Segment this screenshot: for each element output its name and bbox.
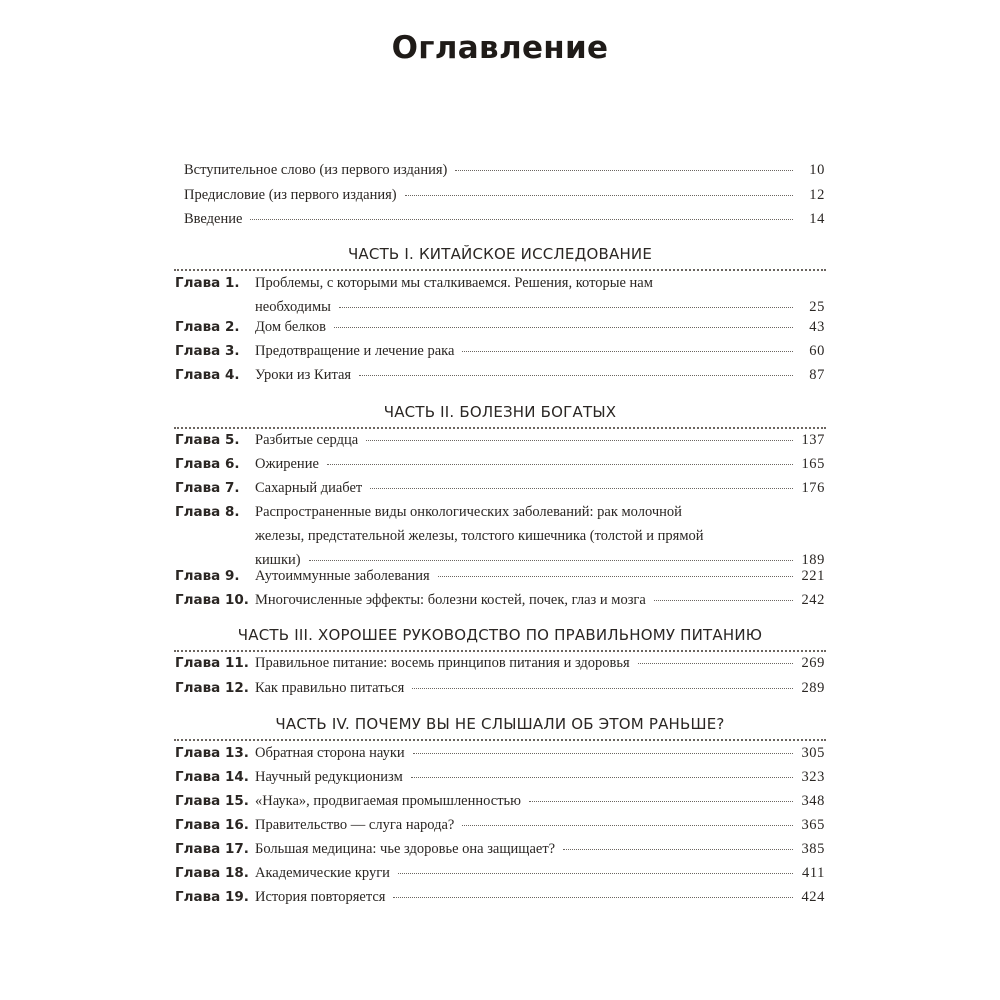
entry-title: Введение [184,211,243,227]
entry-title: История повторяется [255,889,386,905]
page-number: 14 [809,211,825,227]
toc-entry-intro-1[interactable] [0,158,1000,182]
leader-dots [412,687,793,689]
entry-title: кишки) [255,552,301,568]
entry-title: Предисловие (из первого издания) [184,187,397,203]
chapter-number: Глава 17. [175,841,249,857]
chapter-number: Глава 4. [175,367,240,383]
chapter-number: Глава 18. [175,865,249,881]
leader-dots [309,559,793,561]
entry-title: Академические круги [255,865,390,881]
leader-dots [563,848,793,850]
leader-dots [455,169,793,171]
toc-entry-intro-2[interactable] [0,183,1000,207]
entry-title: Ожирение [255,456,319,472]
leader-dots [654,599,793,601]
toc-entry-chapter-13[interactable] [0,741,1000,765]
chapter-number: Глава 12. [175,680,249,696]
entry-title: Большая медицина: чье здоровье она защищает? [255,841,556,857]
leader-dots [638,662,793,664]
page-number: 411 [801,865,825,881]
chapter-number: Глава 13. [175,745,249,761]
chapter-number: Глава 11. [175,655,249,671]
leader-dots [370,487,793,489]
entry-title-line: Проблемы, с которыми мы сталкиваемся. Решения, которые нам [255,275,653,291]
leader-dots [411,776,793,778]
entry-title: Многочисленные эффекты: болезни костей, почек, глаз и мозга [255,592,646,608]
page-number: 87 [809,367,825,383]
page-number: 165 [801,456,825,472]
part-heading-2: ЧАСТЬ II. БОЛЕЗНИ БОГАТЫХ [383,403,617,421]
chapter-number: Глава 19. [175,889,249,905]
chapter-number: Глава 14. [175,769,249,785]
page-number: 43 [809,319,825,335]
toc-entry-chapter-19[interactable] [0,885,1000,909]
toc-entry-chapter-4[interactable] [0,363,1000,387]
leader-dots [438,575,793,577]
chapter-number: Глава 8. [175,504,240,520]
entry-title: Правильное питание: восемь принципов питания и здоровья [255,655,630,671]
page-number: 424 [801,889,825,905]
toc-entry-chapter-10[interactable] [0,588,1000,612]
toc-entry-chapter-2[interactable] [0,315,1000,339]
entry-title: Научный редукционизм [255,769,403,785]
entry-title: Обратная сторона науки [255,745,405,761]
leader-dots [529,800,793,802]
toc-entry-chapter-11[interactable] [0,651,1000,675]
page-number: 189 [801,552,825,568]
leader-dots [393,896,793,898]
page-number: 176 [801,480,825,496]
entry-title: «Наука», продвигаемая промышленностью [255,793,521,809]
entry-title: Сахарный диабет [255,480,363,496]
page-number: 137 [801,432,825,448]
entry-title: Аутоиммунные заболевания [255,568,430,584]
page-number: 365 [801,817,825,833]
leader-dots [413,752,793,754]
toc-entry-chapter-14[interactable] [0,765,1000,789]
entry-title: Как правильно питаться [255,680,405,696]
page-number: 12 [809,187,825,203]
entry-title: Правительство — слуга народа? [255,817,455,833]
page-number: 289 [801,680,825,696]
leader-dots [327,463,793,465]
toc-entry-chapter-5[interactable] [0,428,1000,452]
toc-entry-chapter-16[interactable] [0,813,1000,837]
chapter-number: Глава 3. [175,343,240,359]
chapter-number: Глава 7. [175,480,240,496]
part-heading-3: ЧАСТЬ III. ХОРОШЕЕ РУКОВОДСТВО ПО ПРАВИЛЬНОМУ ПИТАНИЮ [237,626,763,644]
entry-title-line: железы, предстательной железы, толстого кишечника (толстой и прямой [255,528,704,544]
leader-dots [462,350,793,352]
toc-entry-chapter-8[interactable] [0,500,1000,568]
toc-entry-chapter-1[interactable] [0,271,1000,315]
page-title: Оглавление [391,30,609,66]
leader-dots [462,824,793,826]
page-number: 10 [809,162,825,178]
toc-entry-chapter-3[interactable] [0,339,1000,363]
toc-entry-chapter-17[interactable] [0,837,1000,861]
page-number: 385 [801,841,825,857]
chapter-number: Глава 9. [175,568,240,584]
chapter-number: Глава 2. [175,319,240,335]
chapter-number: Глава 16. [175,817,249,833]
leader-dots [359,374,793,376]
chapter-number: Глава 1. [175,275,240,291]
part-heading-1: ЧАСТЬ I. КИТАЙСКОЕ ИССЛЕДОВАНИЕ [347,245,653,263]
entry-title: Предотвращение и лечение рака [255,343,455,359]
chapter-number: Глава 10. [175,592,249,608]
leader-dots [334,326,793,328]
leader-dots [398,872,793,874]
page-number: 305 [801,745,825,761]
chapter-number: Глава 15. [175,793,249,809]
page-number: 269 [801,655,825,671]
page-number: 242 [801,592,825,608]
entry-title: Дом белков [255,319,326,335]
entry-title: Вступительное слово (из первого издания) [184,162,448,178]
toc-entry-chapter-18[interactable] [0,861,1000,885]
toc-entry-chapter-9[interactable] [0,564,1000,588]
entry-title: Разбитые сердца [255,432,359,448]
entry-title: необходимы [255,299,331,315]
toc-entry-chapter-12[interactable] [0,676,1000,700]
part-heading-4: ЧАСТЬ IV. ПОЧЕМУ ВЫ НЕ СЛЫШАЛИ ОБ ЭТОМ РАНЬШЕ? [275,715,725,733]
entry-title: Уроки из Китая [255,367,352,383]
toc-entry-intro-3[interactable] [0,207,1000,231]
page-number: 348 [801,793,825,809]
page-number: 323 [801,769,825,785]
toc-entry-chapter-7[interactable] [0,476,1000,500]
entry-title-line: Распространенные виды онкологических заболеваний: рак молочной [255,504,682,520]
toc-entry-chapter-15[interactable] [0,789,1000,813]
leader-dots [250,218,793,220]
leader-dots [366,439,793,441]
chapter-number: Глава 5. [175,432,240,448]
chapter-number: Глава 6. [175,456,240,472]
page-number: 60 [809,343,825,359]
leader-dots [339,306,793,308]
page-number: 221 [801,568,825,584]
toc-entry-chapter-6[interactable] [0,452,1000,476]
page-number: 25 [809,299,825,315]
leader-dots [405,194,793,196]
